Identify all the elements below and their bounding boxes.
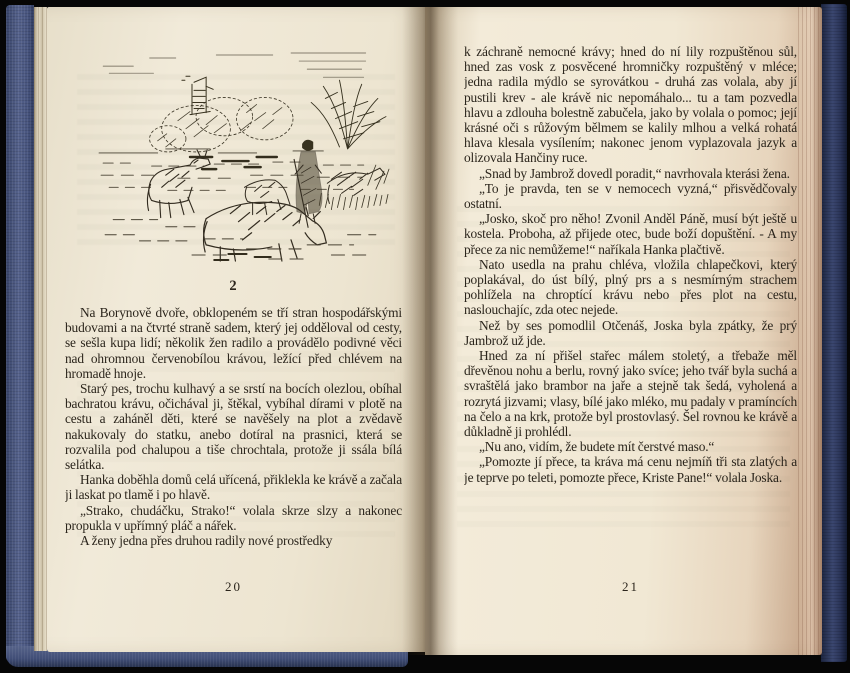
- illustration-svg: [93, 43, 391, 269]
- paragraph: k záchraně nemocné krávy; hned do ní lily rozpuštěnou sůl, hned zas vosk z posvěcené hromničky rozpuštěný v mléce; jedna radila mýdlo se syrovátkou - druhá zas volala, aby jí pustili krev - ale krávě nic nepomáhalo... tu a tam pozvedla hlavu a zdlouha bolestně zabučela, jako by volala o pomoc; její krásné oči s růžovým bělmem se kalily mlhou a velká rohatá hlava klesala vysílením; nakonec jenom vyplazovala jazyk a olizovala Hančiny ruce.: [464, 44, 797, 166]
- paragraph: Hned za ní přišel stařec málem stoletý, a třebaže měl dřevěnou nohu a berlu, rovný jako svíce; jeho tvář byla suchá a svraštělá jako brambor na jaře a stejně tak šedá, vyholená a rozrytá jizvami; vlasy, bílé jako mléko, mu padaly v pramíncích na čelo a na krk, protože byl prostovlasý. Šel rovnou ke krávě a důkladně ji prohlédl.: [464, 348, 797, 440]
- paragraph: „To je pravda, ten se v nemocech vyzná,“ přisvědčovaly ostatní.: [464, 180, 797, 212]
- book-cover-right-board: [821, 4, 847, 662]
- book-cover-left-board: [6, 5, 34, 662]
- paragraph: „Pomozte jí přece, ta kráva má cenu nejmíň tři sta zlatých a je teprve po teleti, pomozte přece, Kriste Pane!“ volala Joska.: [464, 454, 797, 485]
- left-page: [47, 7, 425, 652]
- left-page-text: [65, 305, 402, 548]
- paragraph: „Nu ano, vidím, že budete mít čerstvé maso.“: [479, 439, 715, 455]
- cows-in-stream-illustration: [93, 43, 391, 269]
- paragraph: „Strako, chudáčku, Strako!“ volala skrze slzy a nakonec propukla v upřímný pláč a nářek.: [65, 502, 402, 533]
- paragraph: Hanka doběhla domů celá uřícená, přiklekla ke krávě a začala ji laskat po tlamě i po hlavě.: [65, 472, 402, 503]
- chapter-number: 2: [229, 278, 238, 294]
- paragraph: „Snad by Jambrož dovedl poradit,“ navrhovala kterási žena.: [479, 165, 790, 181]
- page-edge-stack-right: [798, 7, 822, 655]
- paragraph: Než by ses pomodlil Otčenáš, Joska byla zpátky, že prý Jambrož už jde.: [464, 317, 797, 348]
- page-edge-stack-left: [34, 7, 47, 651]
- paragraph: A ženy jedna přes druhou radily nové prostředky: [80, 533, 333, 549]
- paragraph: „Josko, skoč pro něho! Zvonil Anděl Páně, musí být ještě u kostela. Proboha, až přijede otec, bude boží dopuštění. - A my přece za nic nemůžeme!“ naříkala Hanka plačtivě.: [464, 211, 797, 257]
- page-number-left: 20: [225, 579, 242, 594]
- right-page-text: [464, 44, 797, 485]
- paragraph: Nato usedla na prahu chléva, vložila chlapečkovi, který poplakával, do úst bílý, plný prs a s nesmírným strachem pohlížela na chroptící krávu nebo přes plot na cestu, naslouchajíc, zda otec nejede.: [464, 256, 797, 318]
- paragraph: Starý pes, trochu kulhavý a se srstí na bocích olezlou, obíhal bachratou krávu, očichával ji, štěkal, vybíhal dírami v plotě na cestu a zaháněl děti, které se navěšely na plot a zvědavě nakukovaly do statku, anebo dotíral na prasnici, která se rozvalila pod chalupou a tiše chrochtala, protože ji ssála bílá selátka.: [65, 381, 402, 473]
- paragraph: Na Borynově dvoře, obklopeném se tří stran hospodářskými budovami a na čtvrté straně sadem, který jej odděloval od cesty, se sešla kupa lidí; několik žen radilo a provádělo podivné věci nad ohromnou červenobílou krávou, ležící před chlévem na hromadě hnoje.: [65, 305, 402, 381]
- page-number-right: 21: [622, 579, 639, 594]
- right-page: [425, 7, 822, 655]
